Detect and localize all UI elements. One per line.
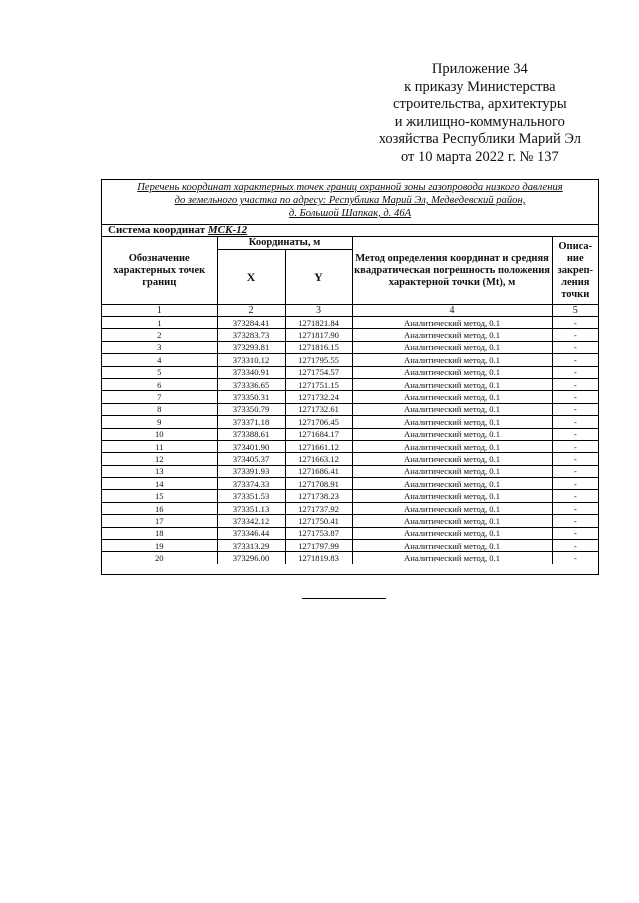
cell-x: 373401.90 [217, 440, 285, 452]
table-row [102, 552, 598, 564]
cell-n: 6 [102, 378, 217, 390]
cell-method: Аналитический метод, 0.1 [352, 490, 552, 502]
cell-x: 373405.37 [217, 453, 285, 465]
column-number-row [102, 305, 598, 317]
header-line: от 10 марта 2022 г. № 137 [401, 148, 559, 165]
cell-method: Аналитический метод, 0.1 [352, 527, 552, 539]
cell-x: 373374.33 [217, 478, 285, 490]
header-description: Описа-ние закреп-ления точки [552, 237, 598, 305]
header-line: Приложение 34 [431, 61, 528, 77]
table-row [102, 490, 598, 502]
cell-x: 373391.93 [217, 465, 285, 477]
cell-method: Аналитический метод, 0.1 [352, 453, 552, 465]
cell-x: 373346.44 [217, 527, 285, 539]
cell-y: 1271661.12 [285, 440, 352, 452]
cell-method: Аналитический метод, 0.1 [352, 502, 552, 514]
table-row [102, 428, 598, 440]
cell-x: 373388.61 [217, 428, 285, 440]
cell-method: Аналитический метод, 0.1 [352, 465, 552, 477]
cell-x: 373284.41 [217, 317, 285, 329]
cell-desc: - [552, 378, 598, 390]
cell-method: Аналитический метод, 0.1 [352, 366, 552, 378]
cell-n: 4 [102, 354, 217, 366]
header-x: X [217, 250, 285, 305]
cell-x: 373340.91 [217, 366, 285, 378]
cell-n: 8 [102, 403, 217, 415]
cell-y: 1271819.83 [285, 552, 352, 564]
column-number: 3 [285, 305, 352, 317]
coordinate-system [102, 225, 598, 237]
cell-y: 1271821.84 [285, 317, 352, 329]
cell-method: Аналитический метод, 0.1 [352, 478, 552, 490]
cell-n: 5 [102, 366, 217, 378]
cell-n: 9 [102, 416, 217, 428]
cell-desc: - [552, 540, 598, 552]
cell-y: 1271753.87 [285, 527, 352, 539]
cell-desc: - [552, 428, 598, 440]
cell-desc: - [552, 515, 598, 527]
cell-n: 20 [102, 552, 217, 564]
cell-n: 3 [102, 341, 217, 353]
table-row [102, 465, 598, 477]
header-method: Метод определения координат и средняя квадратическая погрешность положения характерной точки (Mt), м [352, 237, 552, 305]
title-line: д. Большой Шапкак, д. 46А [288, 208, 412, 219]
cell-desc: - [552, 416, 598, 428]
cell-n: 13 [102, 465, 217, 477]
cell-x: 373313.29 [217, 540, 285, 552]
cell-method: Аналитический метод, 0.1 [352, 440, 552, 452]
table-row [102, 527, 598, 539]
cell-method: Аналитический метод, 0.1 [352, 403, 552, 415]
cell-x: 373351.53 [217, 490, 285, 502]
table-row [102, 403, 598, 415]
column-number: 4 [352, 305, 552, 317]
cell-desc: - [552, 329, 598, 341]
cell-y: 1271750.41 [285, 515, 352, 527]
column-number: 5 [552, 305, 598, 317]
cell-n: 12 [102, 453, 217, 465]
header-line: хозяйства Республики Марий Эл [378, 131, 581, 148]
table-row [102, 416, 598, 428]
cell-method: Аналитический метод, 0.1 [352, 552, 552, 564]
cell-y: 1271817.90 [285, 329, 352, 341]
cell-y: 1271708.91 [285, 478, 352, 490]
cell-desc: - [552, 453, 598, 465]
header-y: Y [285, 250, 352, 305]
table-row [102, 366, 598, 378]
cell-desc: - [552, 552, 598, 564]
table-row [102, 329, 598, 341]
cell-y: 1271706.45 [285, 416, 352, 428]
cell-y: 1271795.55 [285, 354, 352, 366]
table-row [102, 515, 598, 527]
cell-desc: - [552, 391, 598, 403]
cell-method: Аналитический метод, 0.1 [352, 391, 552, 403]
table-row [102, 540, 598, 552]
cell-y: 1271663.12 [285, 453, 352, 465]
cell-desc: - [552, 403, 598, 415]
cell-method: Аналитический метод, 0.1 [352, 540, 552, 552]
table-row [102, 502, 598, 514]
cell-y: 1271754.57 [285, 366, 352, 378]
cell-x: 373336.65 [217, 378, 285, 390]
cell-n: 15 [102, 490, 217, 502]
header-line: к приказу Министерства [404, 78, 556, 95]
cell-desc: - [552, 317, 598, 329]
cell-x: 373371.18 [217, 416, 285, 428]
table-row [102, 478, 598, 490]
header-coords: Координаты, м [217, 237, 352, 250]
cell-n: 1 [102, 317, 217, 329]
table-row [102, 354, 598, 366]
end-divider [302, 598, 386, 599]
cell-x: 373310.12 [217, 354, 285, 366]
column-number: 1 [102, 305, 217, 317]
cell-n: 7 [102, 391, 217, 403]
cell-desc: - [552, 478, 598, 490]
coordinate-system-label: Система координат [108, 224, 206, 236]
cell-y: 1271738.23 [285, 490, 352, 502]
cell-method: Аналитический метод, 0.1 [352, 515, 552, 527]
cell-method: Аналитический метод, 0.1 [352, 329, 552, 341]
cell-y: 1271732.61 [285, 403, 352, 415]
cell-x: 373350.79 [217, 403, 285, 415]
coordinates-table [102, 237, 598, 564]
table-row [102, 378, 598, 390]
cell-desc: - [552, 341, 598, 353]
table-row [102, 440, 598, 452]
cell-method: Аналитический метод, 0.1 [352, 416, 552, 428]
document-title [102, 180, 598, 225]
cell-n: 14 [102, 478, 217, 490]
header-point: Обозначение характерных точек границ [102, 237, 217, 305]
cell-desc: - [552, 465, 598, 477]
coordinate-system-name: МСК-12 [207, 224, 248, 236]
cell-desc: - [552, 354, 598, 366]
cell-method: Аналитический метод, 0.1 [352, 354, 552, 366]
cell-desc: - [552, 502, 598, 514]
cell-desc: - [552, 440, 598, 452]
cell-y: 1271684.17 [285, 428, 352, 440]
cell-method: Аналитический метод, 0.1 [352, 428, 552, 440]
cell-x: 373296.00 [217, 552, 285, 564]
table-row [102, 317, 598, 329]
cell-desc: - [552, 527, 598, 539]
header-line: и жилищно-коммунального [394, 113, 565, 130]
coordinates-document [101, 179, 599, 575]
cell-x: 373342.12 [217, 515, 285, 527]
cell-x: 373351.13 [217, 502, 285, 514]
cell-desc: - [552, 490, 598, 502]
column-number: 2 [217, 305, 285, 317]
cell-y: 1271686.41 [285, 465, 352, 477]
table-row [102, 391, 598, 403]
table-row [102, 341, 598, 353]
cell-x: 373293.81 [217, 341, 285, 353]
title-line: до земельного участка по адресу: Республика Марий Эл, Медведевский район, [174, 195, 526, 206]
cell-n: 17 [102, 515, 217, 527]
cell-n: 10 [102, 428, 217, 440]
cell-y: 1271751.15 [285, 378, 352, 390]
cell-x: 373283.73 [217, 329, 285, 341]
appendix-header [379, 61, 581, 167]
cell-n: 11 [102, 440, 217, 452]
cell-n: 16 [102, 502, 217, 514]
cell-method: Аналитический метод, 0.1 [352, 341, 552, 353]
cell-y: 1271816.15 [285, 341, 352, 353]
cell-n: 18 [102, 527, 217, 539]
cell-x: 373350.31 [217, 391, 285, 403]
cell-y: 1271732.24 [285, 391, 352, 403]
cell-desc: - [552, 366, 598, 378]
header-line: строительства, архитектуры [393, 96, 567, 113]
cell-method: Аналитический метод, 0.1 [352, 317, 552, 329]
cell-y: 1271737.92 [285, 502, 352, 514]
cell-y: 1271797.99 [285, 540, 352, 552]
title-line: Перечень координат характерных точек границ охранной зоны газопровода низкого давления [137, 182, 563, 193]
cell-n: 19 [102, 540, 217, 552]
table-row [102, 453, 598, 465]
cell-n: 2 [102, 329, 217, 341]
cell-method: Аналитический метод, 0.1 [352, 378, 552, 390]
